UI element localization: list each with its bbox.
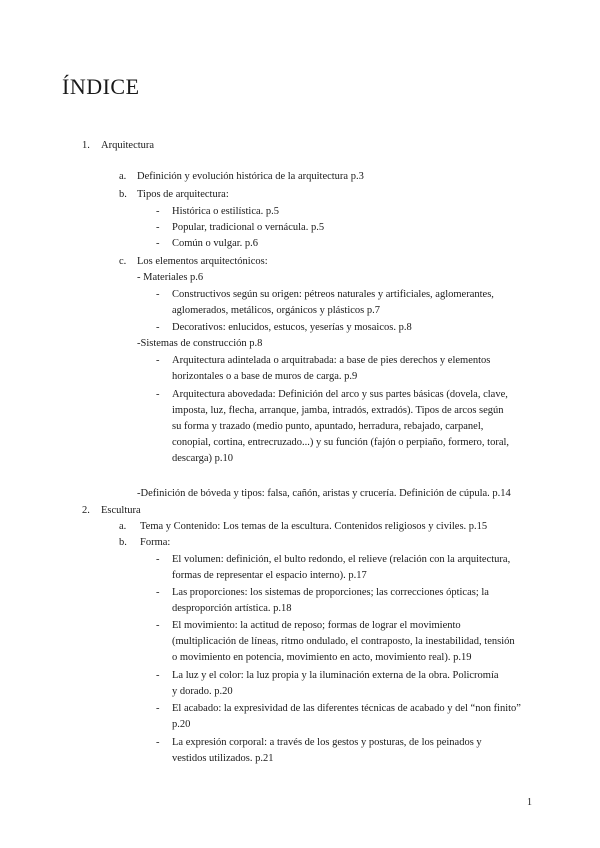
list-marker: c. — [119, 256, 127, 267]
dash-marker: - — [156, 206, 160, 217]
dash-marker: - — [156, 222, 160, 233]
list-item: Las proporciones: los sistemas de proporciones; las correcciones ópticas; la desproporción artística. p.18 — [172, 587, 489, 614]
section-heading-arquitectura: Arquitectura — [101, 140, 155, 151]
dash-marker: - — [156, 670, 160, 681]
list-item: Arquitectura abovedada: Definición del arco y sus partes básicas (dovela, clave, imposta, luz, flecha, arranque, jamba, intradós, extradós). Tipos de arcos según su forma y trazado (medio punto, apuntado, herradura, rebajado, carpanel, conopial, cortina, entrecruzado...) y su función (fajón o perpiaño, formero, toral, descarga) p.10 — [172, 389, 510, 464]
list-marker: a. — [119, 521, 127, 532]
dash-marker: - — [156, 322, 160, 333]
dash-marker: - — [156, 289, 160, 300]
dash-marker: - — [156, 703, 160, 714]
section-number: 2. — [82, 505, 90, 516]
subsection-elementos: Los elementos arquitectónicos: — [137, 256, 268, 267]
page-number: 1 — [527, 797, 532, 808]
dash-marker: - — [156, 238, 160, 249]
dash-marker: - — [156, 737, 160, 748]
page-title: ÍNDICE — [62, 74, 140, 99]
group-sistemas: -Sistemas de construcción p.8 — [137, 338, 263, 349]
dash-marker: - — [156, 389, 160, 400]
dash-marker: - — [156, 620, 160, 631]
dash-marker: - — [156, 554, 160, 565]
list-marker: b. — [119, 189, 127, 200]
dash-marker: - — [156, 587, 160, 598]
list-item: El acabado: la expresividad de las diferentes técnicas de acabado y del “non finito” p.20 — [172, 703, 521, 730]
bovedas-line: -Definición de bóveda y tipos: falsa, cañón, aristas y crucería. Definición de cúpula. p.14 — [137, 488, 511, 499]
list-item: Constructivos según su origen: pétreos naturales y artificiales, aglomerantes, aglomerados, metálicos, orgánicos y plásticos p.7 — [172, 289, 494, 316]
list-item: Arquitectura adintelada o arquitrabada: a base de pies derechos y elementos horizontales o a base de muros de carga. p.9 — [172, 355, 491, 382]
subsection-forma: Forma: — [140, 537, 171, 548]
subsection-definicion: Definición y evolución histórica de la arquitectura p.3 — [137, 171, 364, 182]
list-marker: b. — [119, 537, 127, 548]
list-item: El volumen: definición, el bulto redondo, el relieve (relación con la arquitectura, formas de representar el espacio interno). p.17 — [172, 554, 511, 581]
list-item: Común o vulgar. p.6 — [172, 238, 259, 249]
dash-marker: - — [156, 355, 160, 366]
group-materiales: - Materiales p.6 — [137, 272, 204, 283]
list-item: La expresión corporal: a través de los gestos y posturas, de los peinados y vestidos utilizados. p.21 — [172, 737, 482, 764]
list-item: La luz y el color: la luz propia y la iluminación externa de la obra. Policromía y dorado. p.20 — [172, 670, 499, 697]
subsection-tema: Tema y Contenido: Los temas de la escultura. Contenidos religiosos y civiles. p.15 — [140, 521, 488, 532]
list-item: Histórica o estilística. p.5 — [172, 206, 280, 217]
section-heading-escultura: Escultura — [101, 505, 141, 516]
subsection-tipos: Tipos de arquitectura: — [137, 189, 229, 200]
list-marker: a. — [119, 171, 127, 182]
list-item: Decorativos: enlucidos, estucos, yeserías y mosaicos. p.8 — [172, 322, 412, 333]
section-number: 1. — [82, 140, 90, 151]
list-item: Popular, tradicional o vernácula. p.5 — [172, 222, 325, 233]
list-item: El movimiento: la actitud de reposo; formas de lograr el movimiento (multiplicación de líneas, ritmo ondulado, el contraposto, la inestabilidad, tensión o movimiento en potencia, movimiento en acto, movimiento real). p.19 — [172, 620, 515, 663]
